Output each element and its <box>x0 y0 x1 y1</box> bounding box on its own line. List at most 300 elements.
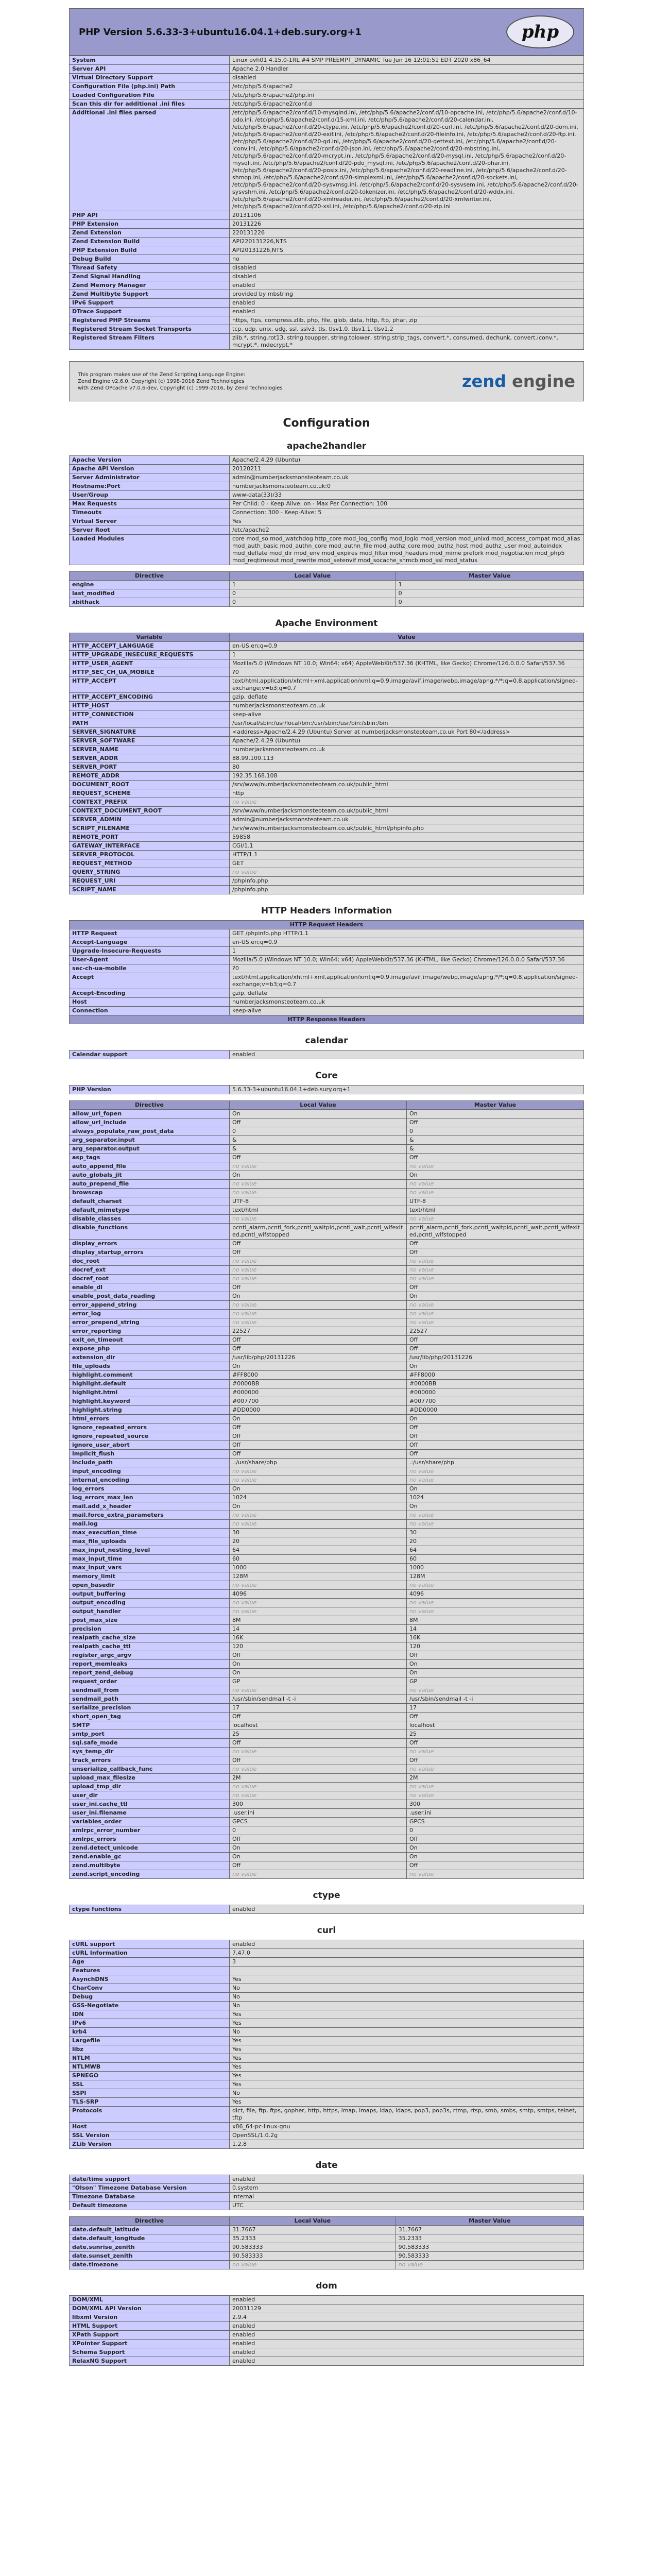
directive-value: Off <box>230 1336 407 1345</box>
directive-name: cURL support <box>70 1940 230 1949</box>
directive-value: no value <box>230 1257 407 1266</box>
directive-value: On <box>230 1171 407 1180</box>
directive-name: Apache API Version <box>70 465 230 473</box>
directive-name: error_append_string <box>70 1301 230 1310</box>
directive-value: 2M <box>406 1774 583 1783</box>
table-row <box>70 1835 584 1844</box>
table-row <box>70 1572 584 1581</box>
directive-name: docref_root <box>70 1275 230 1283</box>
directive-name: user_ini.cache_ttl <box>70 1800 230 1809</box>
table-row <box>70 1275 584 1283</box>
directive-name: Registered Stream Socket Transports <box>70 325 230 334</box>
directive-value: On <box>406 1669 583 1677</box>
table-row <box>70 947 584 956</box>
directive-value: en-US,en;q=0.9 <box>230 642 584 651</box>
directive-value: Off <box>230 1240 407 1248</box>
directive-value: <address>Apache/2.4.29 (Ubuntu) Server at numberjacksmonsteoteam.co.uk Port 80</address> <box>230 728 584 737</box>
directive-value: text/html,application/xhtml+xml,application/xml;q=0.9,image/avif,image/webp,image/apng,*/*;q=0.8,application/signed-exchange;v=b3;q=0.7 <box>230 677 584 693</box>
directive-name: libz <box>70 2045 230 2054</box>
apache2handler-table <box>69 455 584 565</box>
table-row <box>70 1686 584 1695</box>
apache-environment-table <box>69 633 584 894</box>
table-row <box>70 1118 584 1127</box>
table-row <box>70 989 584 998</box>
table-row <box>70 1353 584 1362</box>
directive-value: 90.583333 <box>230 2252 396 2261</box>
directive-name: XPath Support <box>70 2331 230 2340</box>
directive-name: Configuration File (php.ini) Path <box>70 82 230 91</box>
directive-value: Off <box>406 1118 583 1127</box>
directive-value: no value <box>230 1783 407 1791</box>
directive-name: expose_php <box>70 1345 230 1353</box>
directive-name: output_handler <box>70 1607 230 1616</box>
table-row <box>70 1423 584 1432</box>
directive-name: variables_order <box>70 1818 230 1826</box>
table-row <box>70 868 584 877</box>
directive-name: Calendar support <box>70 1050 230 1059</box>
directive-name: engine <box>70 581 230 589</box>
table-row <box>70 1248 584 1257</box>
table-row <box>70 1599 584 1607</box>
dom-table <box>69 2295 584 2366</box>
directive-value: no value <box>406 1162 583 1171</box>
directive-name: date.timezone <box>70 2261 230 2269</box>
directive-value: 8M <box>406 1616 583 1625</box>
directive-name: allow_url_fopen <box>70 1110 230 1118</box>
table-row <box>70 1189 584 1197</box>
table-row <box>70 1730 584 1739</box>
table-row <box>70 1432 584 1441</box>
section-heading-apache2handler[interactable]: apache2handler <box>286 441 367 451</box>
table-row <box>70 677 584 693</box>
directive-value: no value <box>230 1765 407 1774</box>
directive-value: #0000BB <box>406 1380 583 1388</box>
directive-value: Yes <box>230 2063 584 2072</box>
directive-value: /usr/local/sbin:/usr/local/bin:/usr/sbin:/usr/bin:/sbin:/bin <box>230 719 584 728</box>
directive-value: #FF8000 <box>230 1371 407 1380</box>
directive-value: GPCS <box>406 1818 583 1826</box>
table-row <box>70 2243 584 2252</box>
directive-value: no value <box>406 1581 583 1590</box>
directive-name: User/Group <box>70 491 230 500</box>
directive-value: 64 <box>230 1546 407 1555</box>
section-heading-dom[interactable]: dom <box>316 2281 337 2291</box>
directive-value: .user.ini <box>230 1809 407 1818</box>
directive-value: 22527 <box>406 1327 583 1336</box>
directive-value: GET <box>230 859 584 868</box>
section-heading-ctype[interactable]: ctype <box>313 1890 340 1901</box>
table-row <box>70 1224 584 1240</box>
directive-value: enabled <box>230 2331 584 2340</box>
directive-name: highlight.html <box>70 1388 230 1397</box>
directive-value: www-data(33)/33 <box>230 491 584 500</box>
table-row <box>70 1660 584 1669</box>
directive-value: Off <box>230 1154 407 1162</box>
directive-value: 31.7667 <box>230 2226 396 2234</box>
directive-name: user_dir <box>70 1791 230 1800</box>
directive-name: Host <box>70 998 230 1007</box>
table-row <box>70 1870 584 1879</box>
directive-value: Off <box>230 1441 407 1450</box>
directive-value: Yes <box>230 2045 584 2054</box>
table-row <box>70 1765 584 1774</box>
directive-name: HTML Support <box>70 2322 230 2331</box>
directive-value: Yes <box>230 2098 584 2107</box>
directive-value: gzip, deflate <box>230 693 584 702</box>
directive-value: enabled <box>230 1905 584 1914</box>
directive-name: sec-ch-ua-mobile <box>70 964 230 973</box>
directive-value: .:/usr/share/php <box>406 1459 583 1467</box>
directive-name: Zend Signal Handling <box>70 273 230 281</box>
directive-name: ignore_repeated_source <box>70 1432 230 1441</box>
directive-name: enable_dl <box>70 1283 230 1292</box>
table-row <box>70 1853 584 1861</box>
directive-value: 25 <box>406 1730 583 1739</box>
directive-name: zend.multibyte <box>70 1861 230 1870</box>
calendar-table <box>69 1050 584 1059</box>
directive-value: enabled <box>230 2296 584 2304</box>
table-row <box>70 482 584 491</box>
directive-value: Off <box>406 1423 583 1432</box>
directive-name: SPNEGO <box>70 2072 230 2080</box>
directive-name: display_errors <box>70 1240 230 1248</box>
table-row <box>70 929 584 938</box>
directive-value: Off <box>406 1835 583 1844</box>
column-header: Directive <box>70 2217 230 2226</box>
table-row <box>70 1616 584 1625</box>
table-row <box>70 728 584 737</box>
directive-value: 90.583333 <box>396 2252 583 2261</box>
directive-name: output_encoding <box>70 1599 230 1607</box>
directive-value: no value <box>230 1599 407 1607</box>
directive-value: Off <box>230 1450 407 1459</box>
table-row <box>70 1607 584 1616</box>
table-row <box>70 745 584 754</box>
php-logo[interactable]: php <box>506 15 574 48</box>
directive-value: no value <box>230 798 584 807</box>
directive-value: no value <box>406 1257 583 1266</box>
directive-name: ignore_user_abort <box>70 1441 230 1450</box>
directive-value: /phpinfo.php <box>230 886 584 894</box>
table-row <box>70 1905 584 1914</box>
table-row <box>70 1007 584 1015</box>
table-row <box>70 851 584 859</box>
credits-line: This program makes use of the Zend Scripting Language Engine: <box>78 371 246 378</box>
directive-value: Yes <box>230 2054 584 2063</box>
directive-value: GPCS <box>230 1818 407 1826</box>
directive-name: input_encoding <box>70 1467 230 1476</box>
directive-value: #000000 <box>406 1388 583 1397</box>
directive-value: 16K <box>230 1634 407 1642</box>
directive-value: On <box>406 1362 583 1371</box>
directive-value: 30 <box>230 1529 407 1537</box>
directive-value: no value <box>406 1318 583 1327</box>
directive-name: implicit_flush <box>70 1450 230 1459</box>
directive-value: enabled <box>230 1050 584 1059</box>
directive-name: Scan this dir for additional .ini files <box>70 100 230 109</box>
zend-engine-logo[interactable] <box>462 371 575 391</box>
system-table <box>69 56 584 350</box>
directive-name: REQUEST_SCHEME <box>70 789 230 798</box>
directive-name: exit_on_timeout <box>70 1336 230 1345</box>
directive-name: sys_temp_dir <box>70 1748 230 1756</box>
apache2handler-directives-table <box>69 571 584 607</box>
table-row <box>70 1993 584 2002</box>
directive-value: no value <box>230 1607 407 1616</box>
directive-name: ignore_repeated_errors <box>70 1423 230 1432</box>
directive-name: short_open_tag <box>70 1713 230 1721</box>
table-row <box>70 1520 584 1529</box>
table-row <box>70 526 584 535</box>
table-row <box>70 1984 584 1993</box>
directive-value: .user.ini <box>406 1809 583 1818</box>
section-heading-http-headers: HTTP Headers Information <box>261 906 392 916</box>
directive-value: .:/usr/share/php <box>230 1459 407 1467</box>
directive-value: no value <box>406 1783 583 1791</box>
table-row <box>70 1940 584 1949</box>
directive-value: x86_64-pc-linux-gnu <box>230 2123 584 2131</box>
table-row <box>70 1704 584 1713</box>
directive-name: file_uploads <box>70 1362 230 1371</box>
directive-value: 20 <box>230 1537 407 1546</box>
table-row <box>70 798 584 807</box>
directive-value: /etc/php/5.6/apache2 <box>230 82 584 91</box>
directive-value: disabled <box>230 273 584 281</box>
directive-value: no value <box>406 1686 583 1695</box>
directive-name: Debug Build <box>70 255 230 264</box>
directive-value: localhost <box>230 1721 407 1730</box>
table-row <box>70 2002 584 2010</box>
directive-value: enabled <box>230 2357 584 2366</box>
table-row <box>70 281 584 290</box>
directive-name: auto_prepend_file <box>70 1180 230 1189</box>
directive-name: date.default_longitude <box>70 2234 230 2243</box>
directive-name: SERVER_PORT <box>70 763 230 772</box>
directive-value: API220131226,NTS <box>230 238 584 246</box>
section-heading-curl[interactable]: curl <box>317 1925 336 1936</box>
directive-value: On <box>406 1415 583 1423</box>
directive-value: 0 <box>406 1826 583 1835</box>
directive-value: 1.2.8 <box>230 2140 584 2149</box>
directive-name: DTrace Support <box>70 308 230 316</box>
column-header: Value <box>230 633 584 642</box>
directive-name: arg_separator.output <box>70 1145 230 1154</box>
directive-name: Virtual Directory Support <box>70 74 230 82</box>
table-row <box>70 255 584 264</box>
table-row <box>70 290 584 299</box>
table-row <box>70 1713 584 1721</box>
directive-name: mail.add_x_header <box>70 1502 230 1511</box>
directive-value: 14 <box>230 1625 407 1634</box>
directive-value: On <box>230 1669 407 1677</box>
table-row <box>70 1145 584 1154</box>
table-row <box>70 938 584 947</box>
directive-name: memory_limit <box>70 1572 230 1581</box>
directive-value: no value <box>230 1511 407 1520</box>
directive-value: 4096 <box>406 1590 583 1599</box>
directive-value: 30 <box>406 1529 583 1537</box>
table-row <box>70 1651 584 1660</box>
directive-value: /phpinfo.php <box>230 877 584 886</box>
engine-logo-word: engine <box>512 371 575 391</box>
header-banner <box>69 8 584 56</box>
table-row <box>70 1861 584 1870</box>
directive-value: enabled <box>230 2348 584 2357</box>
table-row <box>70 2131 584 2140</box>
directive-value: & <box>230 1145 407 1154</box>
directive-name: doc_root <box>70 1257 230 1266</box>
directive-name: Accept-Language <box>70 938 230 947</box>
directive-value: no value <box>230 1162 407 1171</box>
section-heading-date[interactable]: date <box>315 2160 338 2171</box>
table-row <box>70 473 584 482</box>
table-row <box>70 2089 584 2098</box>
directive-value: no value <box>230 1748 407 1756</box>
directive-value: 59858 <box>230 833 584 842</box>
table-row <box>70 824 584 833</box>
directive-value: /srv/www/numberjacksmonsteoteam.co.uk/public_html <box>230 807 584 816</box>
curl-table <box>69 1940 584 2149</box>
directive-value: No <box>230 2002 584 2010</box>
table-row <box>70 1800 584 1809</box>
directive-name: GSS-Negotiate <box>70 2002 230 2010</box>
directive-value: #DD0000 <box>230 1406 407 1415</box>
directive-value: 1024 <box>406 1494 583 1502</box>
directive-name: Zend Memory Manager <box>70 281 230 290</box>
column-header: Master Value <box>396 2217 583 2226</box>
directive-value: 0 <box>230 598 396 607</box>
directive-name: request_order <box>70 1677 230 1686</box>
table-row <box>70 1266 584 1275</box>
directive-value: no value <box>230 1266 407 1275</box>
directive-name: disable_classes <box>70 1215 230 1224</box>
directive-name: open_basedir <box>70 1581 230 1590</box>
table-row <box>70 1336 584 1345</box>
directive-name: SCRIPT_FILENAME <box>70 824 230 833</box>
directive-value: no value <box>230 1180 407 1189</box>
table-row <box>70 1949 584 1958</box>
table-row <box>70 1257 584 1266</box>
table-row <box>70 2252 584 2261</box>
column-header: Master Value <box>396 572 583 581</box>
directive-value: 20131106 <box>230 211 584 220</box>
directive-name: PHP Extension <box>70 220 230 229</box>
directive-value: UTF-8 <box>406 1197 583 1206</box>
directive-value: Off <box>406 1450 583 1459</box>
directive-name: sendmail_from <box>70 1686 230 1695</box>
directive-value: #000000 <box>230 1388 407 1397</box>
directive-value: 1000 <box>230 1564 407 1572</box>
directive-value: admin@numberjacksmonsteoteam.co.uk <box>230 816 584 824</box>
table-row <box>70 1695 584 1704</box>
table-row <box>70 693 584 702</box>
table-row <box>70 1494 584 1502</box>
directive-name: Thread Safety <box>70 264 230 273</box>
directive-name: Upgrade-Insecure-Requests <box>70 947 230 956</box>
directive-value: Off <box>406 1739 583 1748</box>
directive-name: CONTEXT_PREFIX <box>70 798 230 807</box>
directive-value: text/html,application/xhtml+xml,application/xml;q=0.9,image/avif,image/webp,image/apng,*/*;q=0.8,application/signed-exchange;v=b3;q=0.7 <box>230 973 584 989</box>
directive-value: 1 <box>230 947 584 956</box>
directive-value: 22527 <box>230 1327 407 1336</box>
directive-value: 220131226 <box>230 229 584 238</box>
section-heading-calendar[interactable]: calendar <box>305 1036 348 1046</box>
directive-value: 20120211 <box>230 465 584 473</box>
directive-name: PATH <box>70 719 230 728</box>
directive-value: 1 <box>230 651 584 659</box>
directive-name: highlight.keyword <box>70 1397 230 1406</box>
directive-value: dict, file, ftp, ftps, gopher, http, https, imap, imaps, ldap, ldaps, pop3, pop3s, rtmp, rtsp, smb, smbs, smtp, smtps, telnet, tftp <box>230 2107 584 2123</box>
directive-value: pcntl_alarm,pcntl_fork,pcntl_waitpid,pcntl_wait,pcntl_wifexited,pcntl_wifstopped <box>406 1224 583 1240</box>
directive-name: zend.enable_gc <box>70 1853 230 1861</box>
directive-name: docref_ext <box>70 1266 230 1275</box>
table-row <box>70 702 584 710</box>
table-row <box>70 1564 584 1572</box>
directive-value: 20 <box>406 1537 583 1546</box>
table-row <box>70 2028 584 2037</box>
directive-value: 25 <box>230 1730 407 1739</box>
directive-value: no value <box>406 1180 583 1189</box>
directive-value: no value <box>230 1310 407 1318</box>
table-row <box>70 1581 584 1590</box>
directive-value: ?0 <box>230 668 584 677</box>
directive-name: HTTP_CONNECTION <box>70 710 230 719</box>
directive-name: Timeouts <box>70 509 230 517</box>
directive-name: Zend Extension <box>70 229 230 238</box>
directive-value: /usr/sbin/sendmail -t -i <box>406 1695 583 1704</box>
directive-name: mail.force_extra_parameters <box>70 1511 230 1520</box>
directive-value: #FF8000 <box>406 1371 583 1380</box>
section-heading-apache-environment: Apache Environment <box>275 618 378 629</box>
table-row <box>70 2201 584 2210</box>
directive-value: API20131226,NTS <box>230 246 584 255</box>
directive-value: 120 <box>406 1642 583 1651</box>
table-row <box>70 2063 584 2072</box>
directive-name: REQUEST_URI <box>70 877 230 886</box>
directive-name: Schema Support <box>70 2348 230 2357</box>
table-row <box>70 719 584 728</box>
directive-name: user_ini.filename <box>70 1809 230 1818</box>
directive-value: numberjacksmonsteoteam.co.uk <box>230 745 584 754</box>
directive-value: Per Child: 0 - Keep Alive: on - Max Per Connection: 100 <box>230 500 584 509</box>
directive-name: max_input_vars <box>70 1564 230 1572</box>
directive-name: track_errors <box>70 1756 230 1765</box>
directive-value: zlib.*, string.rot13, string.toupper, string.tolower, string.strip_tags, convert.*, consumed, dechunk, convert.iconv.*, mcrypt.*, mdecrypt.* <box>230 334 584 350</box>
column-header: Directive <box>70 572 230 581</box>
directive-name: REQUEST_METHOD <box>70 859 230 868</box>
directive-value: no value <box>406 1266 583 1275</box>
directive-value: 60 <box>406 1555 583 1564</box>
directive-value: & <box>230 1136 407 1145</box>
directive-value: Connection: 300 - Keep-Alive: 5 <box>230 509 584 517</box>
directive-name: xmlrpc_error_number <box>70 1826 230 1835</box>
table-row <box>70 509 584 517</box>
table-row <box>70 2304 584 2313</box>
table-row <box>70 82 584 91</box>
directive-value: 35.2333 <box>396 2234 583 2243</box>
directive-name: ZLib Version <box>70 2140 230 2149</box>
directive-name: error_log <box>70 1310 230 1318</box>
directive-name: output_buffering <box>70 1590 230 1599</box>
directive-name: default_mimetype <box>70 1206 230 1215</box>
section-heading-core[interactable]: Core <box>315 1071 338 1081</box>
directive-value: On <box>406 1502 583 1511</box>
phpinfo-page <box>69 0 584 2366</box>
table-row <box>70 2234 584 2243</box>
directive-value: no value <box>406 1301 583 1310</box>
directive-value: On <box>406 1853 583 1861</box>
directive-name: html_errors <box>70 1415 230 1423</box>
